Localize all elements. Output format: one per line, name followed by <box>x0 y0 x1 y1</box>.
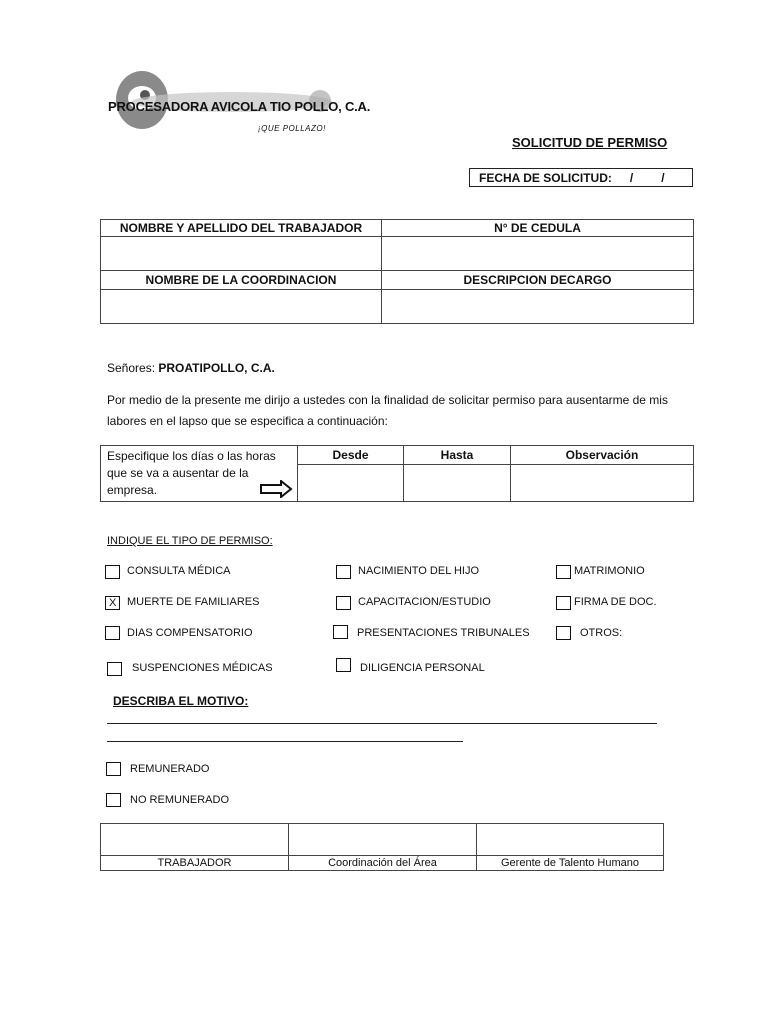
suspensiones-label: SUSPENCIONES MÉDICAS <box>132 662 273 674</box>
cargo-header: DESCRIPCION DECARGO <box>382 271 694 290</box>
salutation-label: Señores: <box>107 361 156 375</box>
name-header: NOMBRE Y APELLIDO DEL TRABAJADOR <box>101 220 382 237</box>
coordinacion-header: NOMBRE DE LA COORDINACION <box>101 271 382 290</box>
no-remunerado-checkbox[interactable] <box>106 793 121 807</box>
signature-field-gerente[interactable] <box>477 824 664 856</box>
cedula-header: N° DE CEDULA <box>382 220 694 237</box>
matrimonio-label: MATRIMONIO <box>574 565 645 577</box>
fecha-label: FECHA DE SOLICITUD: <box>479 170 612 185</box>
coordinacion-label: Coordinación del Área <box>289 856 477 871</box>
otros-checkbox[interactable] <box>556 626 571 640</box>
desde-field[interactable] <box>298 465 404 502</box>
cargo-field[interactable] <box>382 290 694 324</box>
remunerado-checkbox[interactable] <box>106 762 121 776</box>
cedula-field[interactable] <box>382 237 694 271</box>
signature-field-coordinacion[interactable] <box>289 824 477 856</box>
company-name: PROCESADORA AVICOLA TIO POLLO, C.A. <box>108 99 371 114</box>
worker-info-table <box>100 219 694 324</box>
intro-text: Por medio de la presente me dirijo a ustedes con la finalidad de solicitar permiso para ausentarme de mis labores en el lapso que se especifica a continuación: <box>107 393 668 428</box>
signature-table <box>100 823 664 871</box>
muerte-label: MUERTE DE FAMILIARES <box>127 596 260 608</box>
company-slogan: ¡QUE POLLAZO! <box>258 124 326 133</box>
desde-header: Desde <box>298 446 404 465</box>
date-separator: / <box>629 170 634 185</box>
name-field[interactable] <box>101 237 382 271</box>
presentaciones-label: PRESENTACIONES TRIBUNALES <box>357 627 530 639</box>
permit-type-heading: INDIQUE EL TIPO DE PERMISO: <box>107 535 273 547</box>
motivo-line[interactable] <box>107 723 657 724</box>
signature-field-trabajador[interactable] <box>101 824 289 856</box>
period-table <box>100 445 694 502</box>
specify-cell <box>101 446 298 502</box>
nacimiento-label: NACIMIENTO DEL HIJO <box>358 565 480 577</box>
hasta-field[interactable] <box>404 465 511 502</box>
fecha-solicitud-field[interactable] <box>469 168 693 187</box>
remunerado-label: REMUNERADO <box>130 763 210 775</box>
presentaciones-checkbox[interactable] <box>333 625 348 639</box>
dias-label: DIAS COMPENSATORIO <box>127 627 253 639</box>
salutation <box>107 361 275 375</box>
trabajador-label: TRABAJADOR <box>101 856 289 871</box>
suspensiones-checkbox[interactable] <box>107 662 122 676</box>
diligencia-label: DILIGENCIA PERSONAL <box>360 662 485 674</box>
consulta-checkbox[interactable] <box>105 565 120 579</box>
otros-label: OTROS: <box>580 627 623 639</box>
right-arrow-icon <box>259 480 293 498</box>
nacimiento-checkbox[interactable] <box>336 565 351 579</box>
checkbox-mark: X <box>109 597 117 609</box>
salutation-company: PROATIPOLLO, C.A. <box>158 361 275 375</box>
capacitacion-label: CAPACITACION/ESTUDIO <box>358 596 491 608</box>
matrimonio-checkbox[interactable] <box>556 565 571 579</box>
firma-label: FIRMA DE DOC. <box>574 596 657 608</box>
specify-text: Especifique los días o las horas que se va a ausentar de la empresa. <box>107 449 276 497</box>
no-remunerado-label: NO REMUNERADO <box>130 794 230 806</box>
consulta-label: CONSULTA MÉDICA <box>127 565 231 577</box>
date-separator: / <box>661 170 665 185</box>
gerente-label: Gerente de Talento Humano <box>477 856 664 871</box>
dias-checkbox[interactable] <box>105 626 120 640</box>
hasta-header: Hasta <box>404 446 511 465</box>
page-title: SOLICITUD DE PERMISO <box>512 135 668 150</box>
motivo-line[interactable] <box>107 741 463 742</box>
capacitacion-checkbox[interactable] <box>336 596 351 610</box>
observacion-header: Observación <box>511 446 694 465</box>
coordinacion-field[interactable] <box>101 290 382 324</box>
motivo-heading: DESCRIBA EL MOTIVO: <box>113 694 249 708</box>
muerte-checkbox[interactable] <box>105 596 120 610</box>
firma-checkbox[interactable] <box>556 596 571 610</box>
diligencia-checkbox[interactable] <box>336 658 351 672</box>
observacion-field[interactable] <box>511 465 694 502</box>
